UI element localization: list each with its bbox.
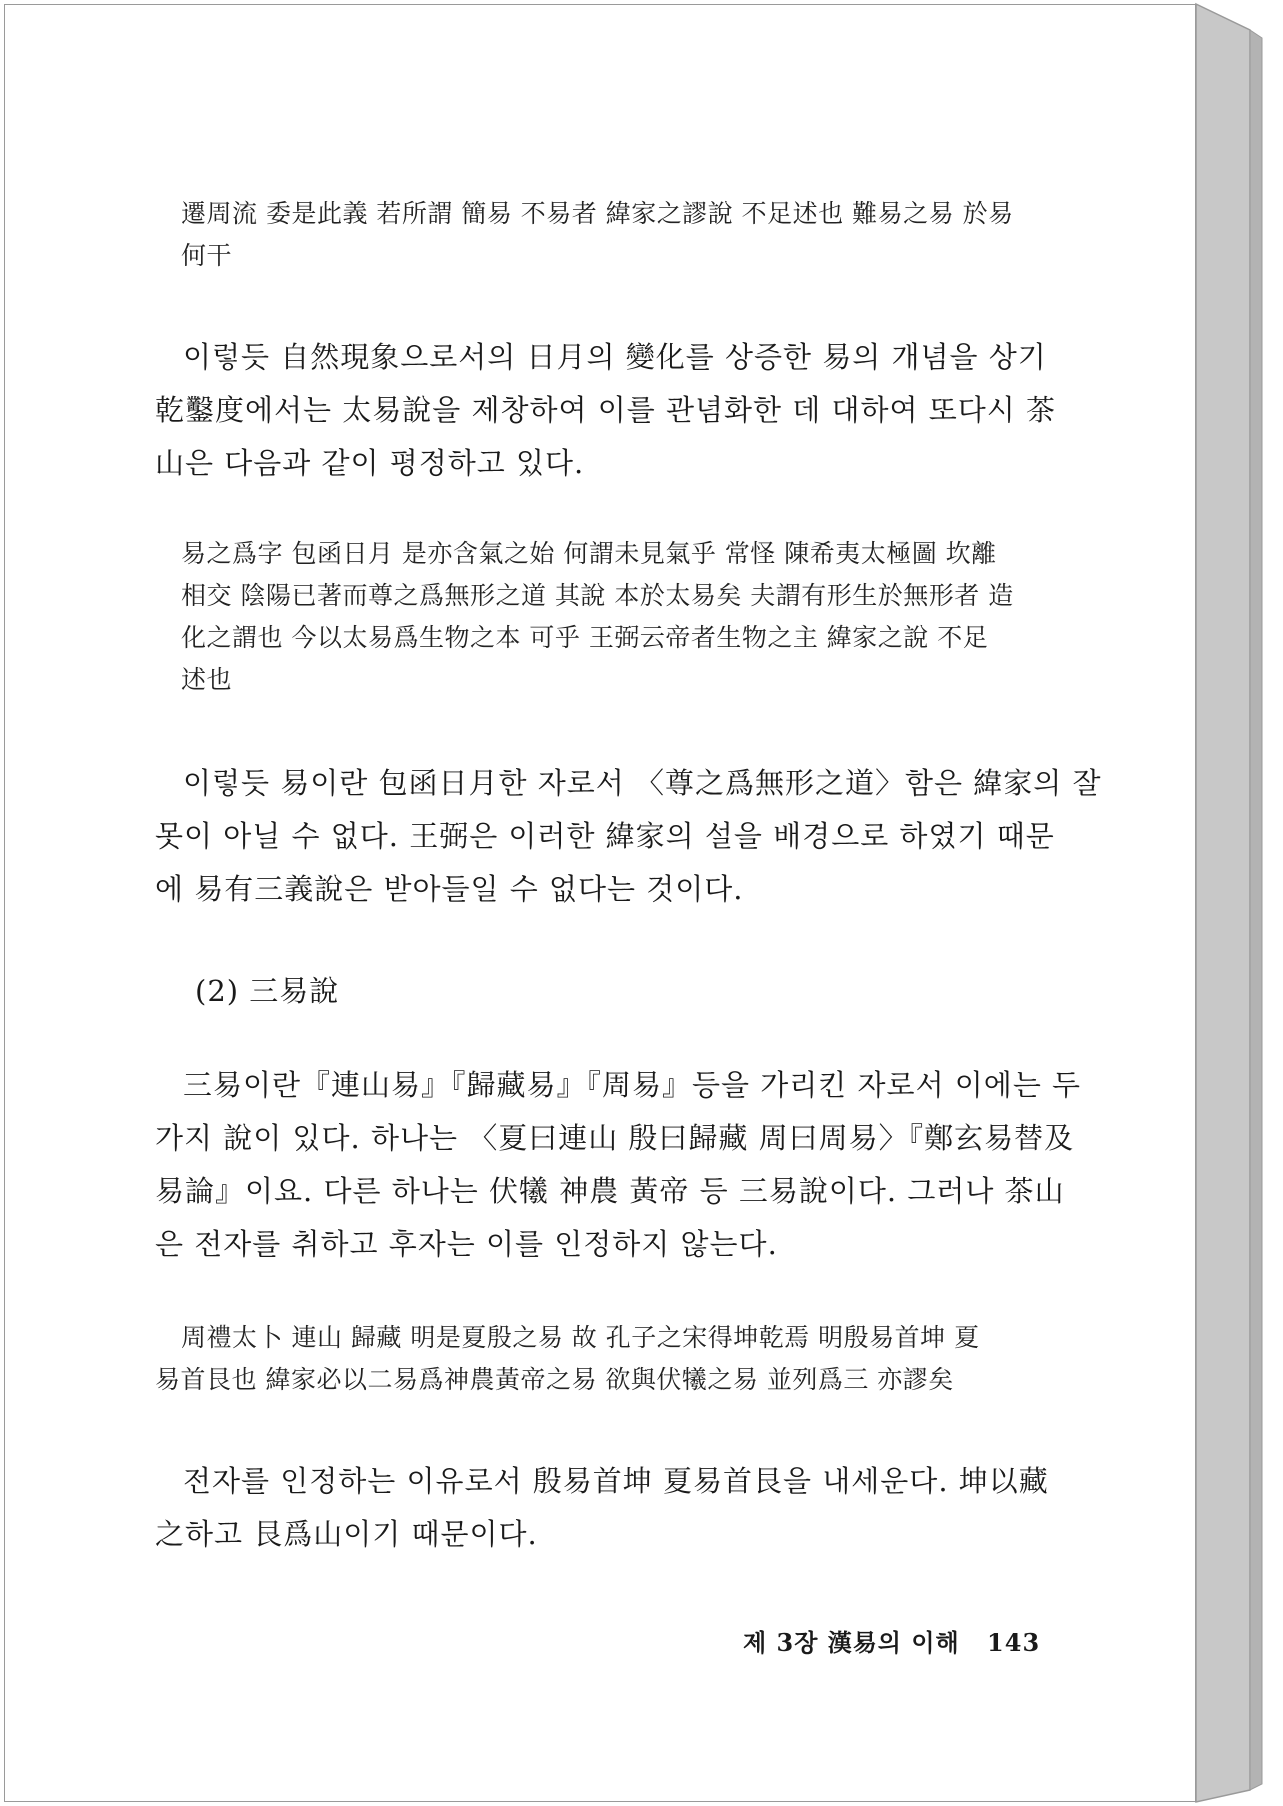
paragraph-line: 乾鑿度에서는 太易說을 제창하여 이를 관념화한 데 대하여 또다시 茶 [155, 393, 1057, 427]
quote-block-1 [155, 193, 1055, 277]
paragraph-3 [155, 1059, 1082, 1271]
paragraph-line: 이렇듯 自然現象으로서의 日月의 變化를 상증한 易의 개념을 상기 [183, 340, 1047, 374]
paragraph-1 [155, 331, 1055, 490]
paragraph-line: 이렇듯 易이란 包函日月한 자로서 〈尊之爲無形之道〉함은 緯家의 잘 [183, 766, 1102, 800]
paragraph-line: 三易이란『連山易』『歸藏易』『周易』등을 가리킨 자로서 이에는 두 [183, 1068, 1082, 1102]
paragraph-line: 에 易有三義說은 받아들일 수 없다는 것이다. [155, 872, 744, 906]
paragraph-2 [155, 757, 1102, 916]
section-heading: (2) 三易說 [195, 974, 340, 1008]
quote-line: 易首艮也 緯家必以二易爲神農黃帝之易 欲與伏犧之易 並列爲三 亦謬矣 [155, 1365, 954, 1394]
quote-line: 遷周流 委是此義 若所謂 簡易 不易者 緯家之謬說 不足述也 難易之易 於易 [181, 199, 1014, 228]
page-number: 143 [987, 1628, 1041, 1657]
quote-line: 述也 [181, 665, 233, 694]
paragraph-4 [155, 1455, 1055, 1561]
paragraph-line: 山은 다음과 같이 평정하고 있다. [155, 446, 585, 480]
quote-block-2 [155, 533, 1055, 701]
paragraph-line: 못이 아닐 수 없다. 王弼은 이러한 緯家의 설을 배경으로 하였기 때문 [155, 819, 1055, 853]
paragraph-line: 之하고 艮爲山이기 때문이다. [155, 1517, 538, 1551]
paragraph-line: 易論』이요. 다른 하나는 伏犧 神農 黃帝 등 三易說이다. 그러나 茶山 [155, 1174, 1065, 1208]
quote-line: 相交 陰陽已著而尊之爲無形之道 其說 本於太易矣 夫謂有形生於無形者 造 [181, 581, 1014, 610]
page-footer [743, 1623, 1040, 1658]
paragraph-line: 은 전자를 취하고 후자는 이를 인정하지 않는다. [155, 1227, 778, 1261]
quote-line: 化之謂也 今以太易爲生物之本 可乎 王弼云帝者生物之主 緯家之說 不足 [181, 623, 989, 652]
paragraph-line: 가지 說이 있다. 하나는 〈夏曰連山 殷曰歸藏 周曰周易〉『鄭玄易替及 [155, 1121, 1075, 1155]
quote-line: 何干 [181, 241, 233, 270]
quote-line: 周禮太卜 連山 歸藏 明是夏殷之易 故 孔子之宋得坤乾焉 明殷易首坤 夏 [181, 1323, 980, 1352]
document-page [4, 4, 1196, 1802]
chapter-title: 제 3장 漢易의 이해 [743, 1628, 960, 1657]
paragraph-line: 전자를 인정하는 이유로서 殷易首坤 夏易首艮을 내세운다. 坤以藏 [183, 1464, 1049, 1498]
quote-line: 易之爲字 包函日月 是亦含氣之始 何謂未見氣乎 常怪 陳希夷太極圖 坎離 [181, 539, 997, 568]
quote-block-3 [155, 1317, 1055, 1401]
